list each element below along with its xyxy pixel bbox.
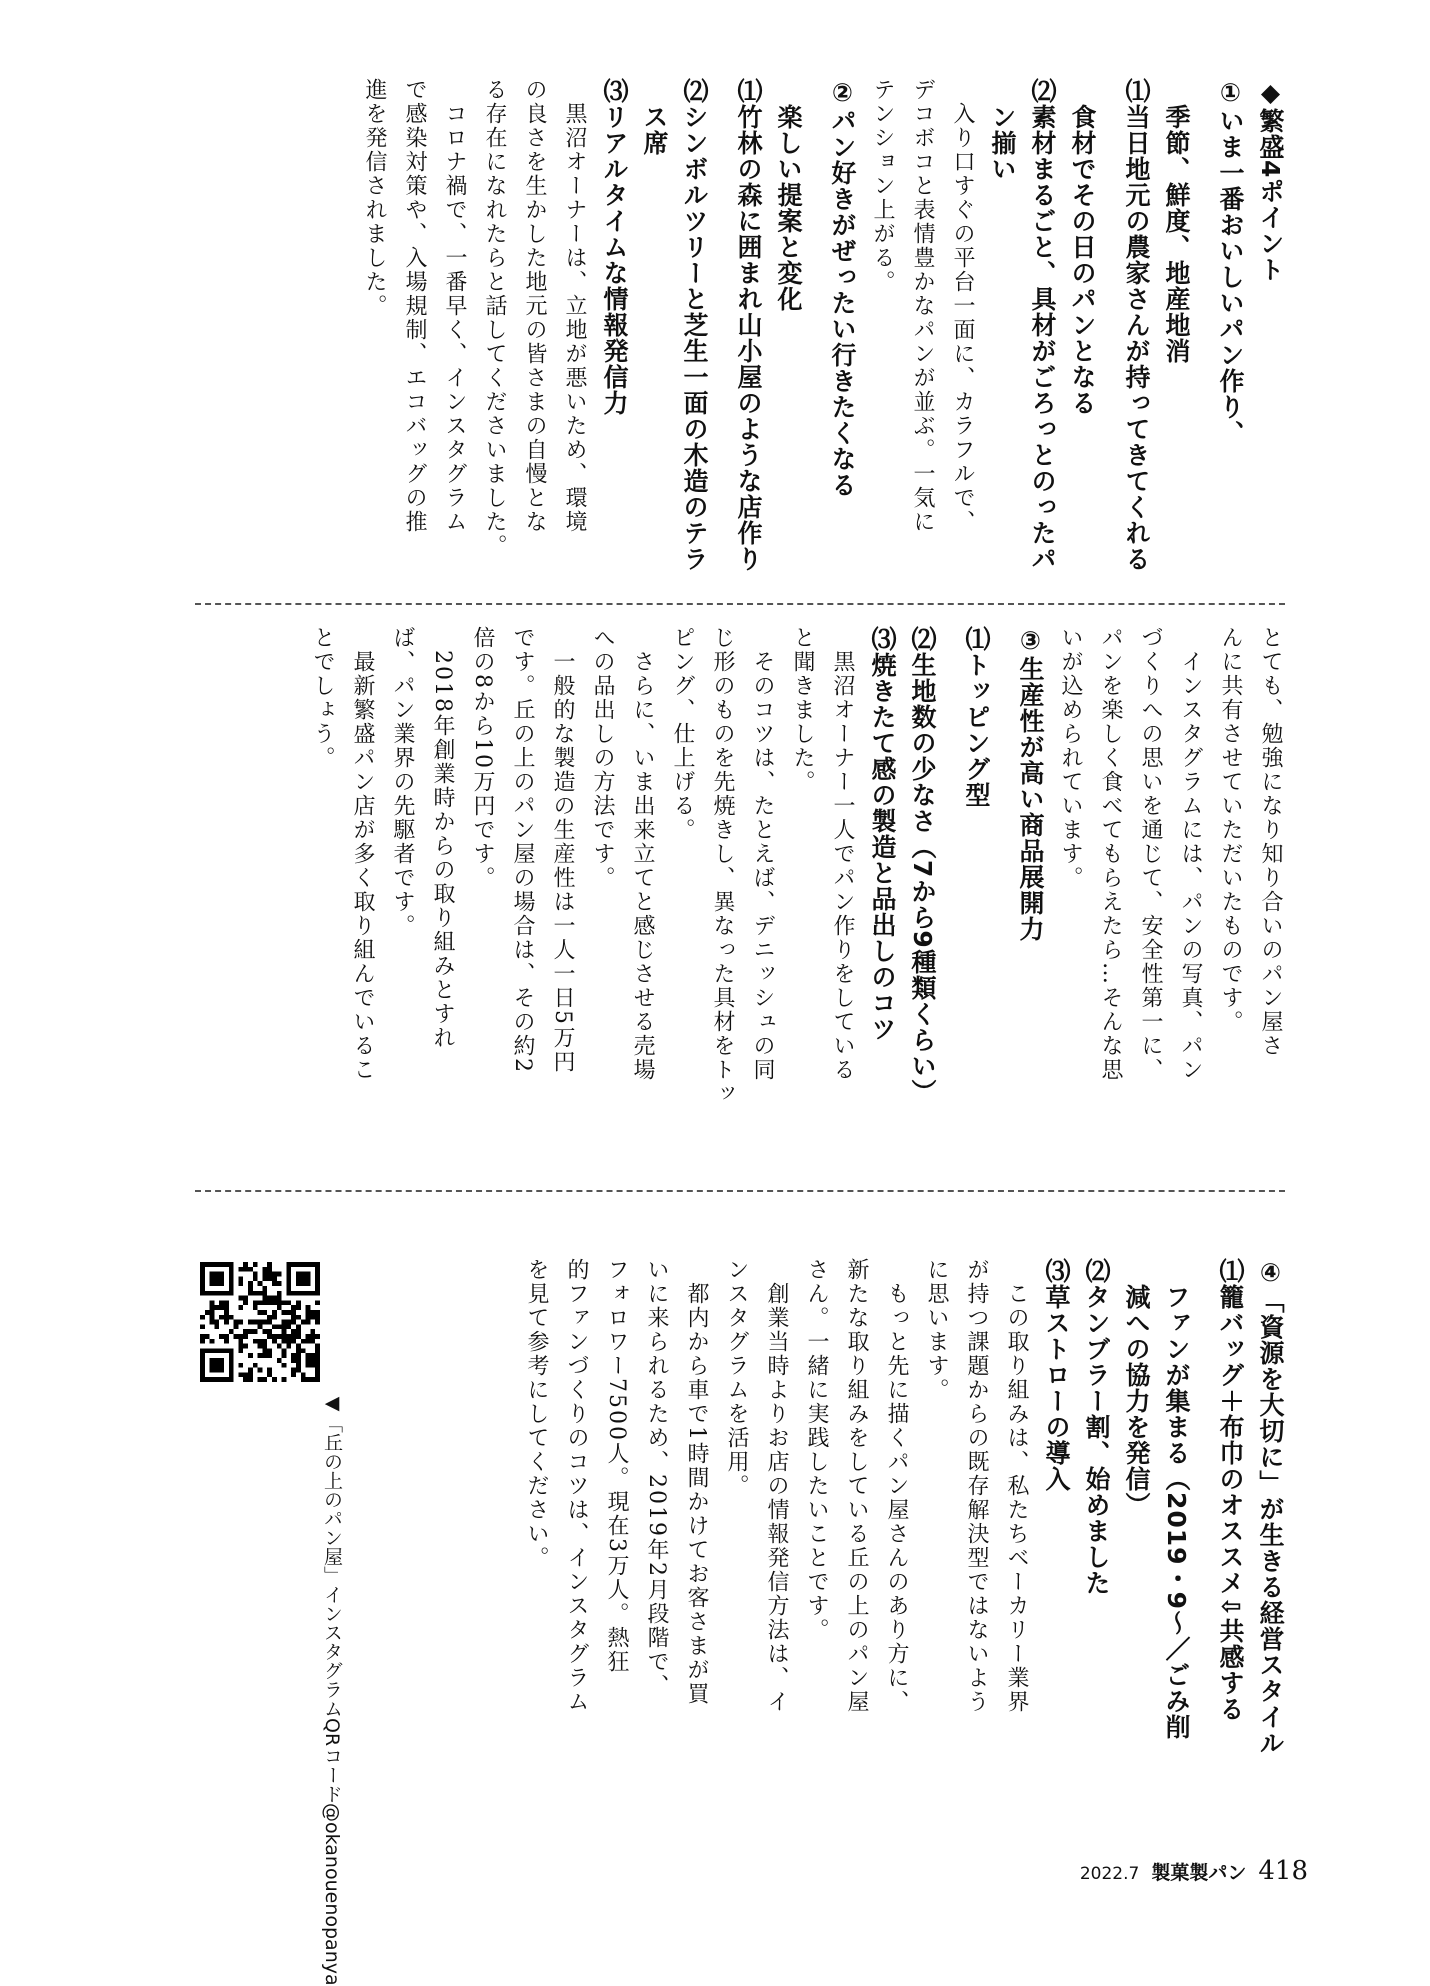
body-text-line: づくりへの思いを通じて、安全性第一に、 (1138, 626, 1163, 1082)
qr-module (262, 1272, 267, 1277)
qr-module (286, 1324, 291, 1329)
qr-module (253, 1305, 258, 1310)
qr-module (267, 1329, 272, 1334)
body-text-line: そのコツは、たとえば、デニッシュの同 (750, 626, 775, 1082)
qr-module (258, 1300, 263, 1305)
qr-module (277, 1281, 282, 1286)
qr-module (272, 1339, 277, 1344)
qr-module (262, 1300, 267, 1305)
qr-module (243, 1344, 248, 1349)
qr-module (282, 1329, 287, 1334)
qr-module (210, 1320, 215, 1325)
qr-module (253, 1276, 258, 1281)
body-text-line: パンを楽しく食べてもらえたら…そんな思 (1098, 626, 1123, 1082)
qr-module (301, 1377, 306, 1382)
qr-module (282, 1339, 287, 1344)
qr-module (267, 1296, 272, 1301)
heading-line: ⑶草ストローの導入 (1042, 1258, 1071, 1492)
body-text-line: を見て参考にしてください。 (524, 1258, 549, 1570)
qr-module (253, 1320, 258, 1325)
qr-module (258, 1368, 263, 1373)
qr-module (243, 1334, 248, 1339)
qr-module (315, 1358, 320, 1363)
body-text-line: ば、パン業界の先駆者です。 (390, 626, 415, 938)
qr-module (301, 1348, 306, 1353)
qr-module (296, 1329, 301, 1334)
qr-module (253, 1363, 258, 1368)
qr-module (296, 1305, 301, 1310)
body-text-line: で感染対策や、入場規制、エコバッグの推 (402, 78, 427, 534)
qr-module (315, 1320, 320, 1325)
qr-module (267, 1368, 272, 1373)
qr-module (267, 1372, 272, 1377)
qr-module (310, 1358, 315, 1363)
qr-module (210, 1310, 215, 1315)
qr-module (267, 1267, 272, 1272)
qr-caption (270, 1392, 350, 1986)
qr-module (272, 1272, 277, 1277)
qr-module (262, 1296, 267, 1301)
qr-module (306, 1353, 311, 1358)
qr-module (238, 1267, 243, 1272)
qr-module (277, 1272, 282, 1277)
qr-caption-handle: @okanouenopanya (321, 1803, 343, 1986)
body-text-line: です。丘の上のパン屋の場合は、その約2 (510, 626, 535, 1074)
qr-module (277, 1358, 282, 1363)
qr-module (296, 1300, 301, 1305)
qr-module (267, 1262, 272, 1267)
qr-module (243, 1267, 248, 1272)
qr-module (262, 1291, 267, 1296)
body-text-line: とでしょう。 (310, 626, 335, 770)
body-text-line: 倍の8から10万円です。 (470, 626, 495, 890)
dashed-divider (195, 1190, 1285, 1192)
qr-module (262, 1267, 267, 1272)
qr-module (267, 1300, 272, 1305)
qr-module (277, 1344, 282, 1349)
qr-module (214, 1324, 219, 1329)
qr-module (291, 1334, 296, 1339)
qr-module (296, 1348, 301, 1353)
qr-module (291, 1315, 296, 1320)
qr-module (248, 1353, 253, 1358)
qr-module (267, 1272, 272, 1277)
body-text-line: フォロワー7500人。現在3万人。熱狂 (604, 1258, 629, 1674)
heading-line: ⑵シンボルツリーと芝生一面の木造のテラ (680, 78, 709, 572)
qr-module (277, 1296, 282, 1301)
qr-module (258, 1320, 263, 1325)
qr-module (238, 1281, 243, 1286)
issue-date: 2022.7 (1079, 1864, 1140, 1884)
qr-module (310, 1339, 315, 1344)
qr-module (210, 1315, 215, 1320)
qr-module (291, 1320, 296, 1325)
qr-module (243, 1262, 248, 1267)
qr-module (262, 1344, 267, 1349)
qr-module (214, 1305, 219, 1310)
qr-module (306, 1310, 311, 1315)
qr-module (210, 1305, 215, 1310)
qr-module (310, 1310, 315, 1315)
qr-module (306, 1315, 311, 1320)
qr-module (282, 1334, 287, 1339)
body-text-line: の良さを生かした地元の皆さまの自慢とな (522, 78, 547, 534)
qr-module (306, 1320, 311, 1325)
qr-module (200, 1339, 205, 1344)
qr-module (296, 1324, 301, 1329)
body-text-line: る存在になれたらと話してくださいました。 (482, 78, 507, 558)
qr-module (310, 1329, 315, 1334)
qr-module (258, 1310, 263, 1315)
qr-module (291, 1368, 296, 1373)
qr-module (277, 1291, 282, 1296)
qr-module (205, 1334, 210, 1339)
body-text-line: 黒沼オーナー一人でパン作りをしている (830, 626, 855, 1082)
qr-module (224, 1300, 229, 1305)
qr-module (315, 1353, 320, 1358)
qr-module (296, 1315, 301, 1320)
heading-line: ①いま一番おいしいパン作り、 (1216, 78, 1245, 446)
qr-module (243, 1372, 248, 1377)
article-section-3 (190, 1258, 1290, 1848)
qr-module (224, 1315, 229, 1320)
qr-module (315, 1310, 320, 1315)
qr-module (253, 1272, 258, 1277)
qr-module (224, 1310, 229, 1315)
qr-module (310, 1334, 315, 1339)
qr-module (258, 1344, 263, 1349)
qr-module (306, 1305, 311, 1310)
heading-line: ⑵生地数の少なさ（7から9種類くらい） (908, 626, 937, 1105)
qr-module (243, 1329, 248, 1334)
qr-module (258, 1353, 263, 1358)
qr-module (272, 1324, 277, 1329)
body-text-line: と聞きました。 (790, 626, 815, 794)
qr-module (248, 1329, 253, 1334)
qr-module (286, 1320, 291, 1325)
qr-module (262, 1377, 267, 1382)
qr-module (315, 1372, 320, 1377)
qr-module (296, 1363, 301, 1368)
qr-module (291, 1305, 296, 1310)
qr-module (272, 1377, 277, 1382)
page-footer (1080, 1856, 1308, 1896)
qr-module (262, 1276, 267, 1281)
dashed-divider (195, 603, 1285, 605)
heading-line: ⑴竹林の森に囲まれ山小屋のような店作り (734, 78, 763, 572)
heading-line: ファンが集まる（2019・9〜／ごみ削 (1162, 1258, 1191, 1740)
qr-module (282, 1348, 287, 1353)
body-text-line: ピング、仕上げる。 (670, 626, 695, 842)
qr-module (262, 1353, 267, 1358)
qr-module (296, 1334, 301, 1339)
body-text-line: いに来られるため、2019年2月段階で、 (644, 1258, 669, 1698)
body-text-line: デコボコと表情豊かなパンが並ぶ。一気に (910, 78, 935, 534)
qr-module (272, 1315, 277, 1320)
qr-module (248, 1372, 253, 1377)
article-section-1 (190, 78, 1290, 583)
qr-module (224, 1334, 229, 1339)
qr-module (219, 1315, 224, 1320)
body-text-line: さらに、いま出来立てと感じさせる売場 (630, 626, 655, 1082)
qr-module (286, 1339, 291, 1344)
heading-line: ⑴当日地元の農家さんが持ってきてくれる (1122, 78, 1151, 572)
qr-module (315, 1368, 320, 1373)
qr-module (291, 1353, 296, 1358)
qr-caption-title: ◀「丘の上のパン屋」インスタグラムQRコード (321, 1392, 343, 1804)
qr-module (315, 1348, 320, 1353)
body-text-line: さん。一緒に実践したいことです。 (804, 1258, 829, 1642)
qr-module (267, 1315, 272, 1320)
qr-module (229, 1315, 234, 1320)
qr-module (224, 1320, 229, 1325)
qr-module (248, 1281, 253, 1286)
qr-module (238, 1363, 243, 1368)
qr-module (310, 1315, 315, 1320)
qr-module (262, 1348, 267, 1353)
qr-module (282, 1377, 287, 1382)
heading-line: ⑵素材まるごと、具材がごろっとのったパ (1028, 78, 1057, 572)
qr-code-image[interactable] (200, 1262, 320, 1382)
qr-module (243, 1300, 248, 1305)
qr-module (272, 1276, 277, 1281)
qr-module (277, 1324, 282, 1329)
qr-module (296, 1344, 301, 1349)
qr-module (210, 1339, 215, 1344)
qr-module (291, 1372, 296, 1377)
qr-module (238, 1305, 243, 1310)
qr-module (315, 1334, 320, 1339)
qr-module (291, 1339, 296, 1344)
qr-module (253, 1329, 258, 1334)
qr-module (301, 1372, 306, 1377)
qr-module (253, 1300, 258, 1305)
qr-module (258, 1377, 263, 1382)
article-section-2 (190, 626, 1290, 1151)
qr-module (205, 1310, 210, 1315)
qr-module (234, 1334, 239, 1339)
qr-module (315, 1363, 320, 1368)
qr-module (248, 1267, 253, 1272)
heading-line: 減への協力を発信） (1122, 1258, 1151, 1518)
qr-module (315, 1300, 320, 1305)
qr-module (248, 1291, 253, 1296)
qr-module (267, 1276, 272, 1281)
qr-module (301, 1320, 306, 1325)
body-text-line: ンスタグラムを活用。 (724, 1258, 749, 1498)
qr-module (315, 1377, 320, 1382)
qr-module (277, 1305, 282, 1310)
qr-module (267, 1334, 272, 1339)
body-text-line: 2018年創業時からの取り組みとすれ (430, 626, 455, 1050)
qr-module (310, 1363, 315, 1368)
heading-line: ④「資源を大切に」が生きる経営スタイル (1256, 1258, 1285, 1756)
qr-module (272, 1300, 277, 1305)
qr-module (277, 1334, 282, 1339)
qr-module (282, 1310, 287, 1315)
qr-module (238, 1296, 243, 1301)
qr-module (301, 1339, 306, 1344)
heading-line: ⑶焼きたて感の製造と品出しのコツ (868, 626, 897, 1042)
qr-module (200, 1334, 205, 1339)
body-text-line: んに共有させていただいたものです。 (1218, 626, 1243, 1034)
qr-module (219, 1305, 224, 1310)
qr-module (248, 1320, 253, 1325)
qr-module (262, 1310, 267, 1315)
qr-module (248, 1286, 253, 1291)
body-text-line: 入り口すぐの平台一面に、カラフルで、 (950, 78, 975, 534)
qr-module (306, 1339, 311, 1344)
heading-line: ン揃い (988, 78, 1017, 182)
heading-line: 食材でその日のパンとなる (1068, 78, 1097, 416)
qr-module (291, 1329, 296, 1334)
heading-line: ②パン好きがぜったい行きたくなる (828, 78, 857, 498)
qr-module (243, 1377, 248, 1382)
heading-line: ③生産性が高い商品展開力 (1016, 626, 1045, 942)
body-text-line: じ形のものを先焼きし、異なった具材をトッ (710, 626, 735, 1106)
qr-module (238, 1348, 243, 1353)
qr-module (282, 1363, 287, 1368)
body-text-line: 的ファンづくりのコツは、インスタグラム (564, 1258, 589, 1714)
qr-module (306, 1358, 311, 1363)
heading-line: 楽しい提案と変化 (774, 78, 803, 312)
qr-module (306, 1334, 311, 1339)
qr-module (219, 1334, 224, 1339)
heading-line: ⑶リアルタイムな情報発信力 (600, 78, 629, 416)
qr-module (272, 1281, 277, 1286)
body-text-line: が持つ課題からの既存解決型ではないよう (964, 1258, 989, 1714)
qr-module (248, 1368, 253, 1373)
qr-module (238, 1344, 243, 1349)
qr-module (282, 1353, 287, 1358)
qr-module (214, 1320, 219, 1325)
qr-module (306, 1377, 311, 1382)
body-text-line: もっと先に描くパン屋さんのあり方に、 (884, 1258, 909, 1714)
qr-module (296, 1368, 301, 1373)
qr-module (224, 1339, 229, 1344)
qr-module (253, 1291, 258, 1296)
body-text-line: 最新繁盛パン店が多く取り組んでいるこ (350, 626, 375, 1082)
qr-module (262, 1286, 267, 1291)
body-text-line: とても、勉強になり知り合いのパン屋さ (1258, 626, 1283, 1058)
qr-module (282, 1300, 287, 1305)
qr-module (310, 1353, 315, 1358)
qr-module (286, 1300, 291, 1305)
qr-module (248, 1377, 253, 1382)
qr-module (296, 1353, 301, 1358)
qr-finder-pattern (296, 1272, 310, 1286)
qr-module (291, 1310, 296, 1315)
qr-module (238, 1334, 243, 1339)
body-text-line: 進を発信されました。 (362, 78, 387, 318)
qr-module (267, 1353, 272, 1358)
qr-module (253, 1339, 258, 1344)
qr-module (315, 1315, 320, 1320)
body-text-line: 一般的な製造の生産性は一人一日5万円 (550, 626, 575, 1074)
qr-module (219, 1300, 224, 1305)
qr-module (200, 1315, 205, 1320)
qr-module (253, 1262, 258, 1267)
qr-module (243, 1296, 248, 1301)
qr-module (262, 1339, 267, 1344)
heading-line: ◆繁盛4ポイント (1256, 78, 1285, 283)
qr-module (291, 1358, 296, 1363)
qr-module (262, 1329, 267, 1334)
qr-module (315, 1344, 320, 1349)
qr-module (286, 1344, 291, 1349)
qr-module (224, 1305, 229, 1310)
qr-module (296, 1358, 301, 1363)
qr-module (262, 1320, 267, 1325)
qr-module (272, 1334, 277, 1339)
qr-module (258, 1281, 263, 1286)
qr-module (238, 1320, 243, 1325)
qr-module (267, 1320, 272, 1325)
qr-module (267, 1348, 272, 1353)
qr-module (238, 1276, 243, 1281)
qr-module (286, 1310, 291, 1315)
qr-module (238, 1339, 243, 1344)
qr-module (200, 1324, 205, 1329)
heading-line: ⑴トッピング型 (962, 626, 991, 808)
qr-module (282, 1324, 287, 1329)
qr-finder-pattern (210, 1358, 224, 1372)
qr-finder-pattern (210, 1272, 224, 1286)
body-text-line: 創業当時よりお店の情報発信方法は、イ (764, 1258, 789, 1714)
qr-module (258, 1339, 263, 1344)
body-text-line: テンション上がる。 (870, 78, 895, 294)
qr-module (258, 1291, 263, 1296)
heading-line: ⑵タンブラー割、始めました (1082, 1258, 1111, 1596)
body-text-line: 都内から車で1時間かけてお客さまが買 (684, 1258, 709, 1706)
qr-module (286, 1334, 291, 1339)
page-number: 418 (1258, 1856, 1308, 1886)
qr-module (310, 1377, 315, 1382)
qr-module (210, 1300, 215, 1305)
body-text-line: インスタグラムには、パンの写真、パン (1178, 626, 1203, 1082)
heading-line: ス席 (640, 78, 669, 156)
magazine-name: 製菓製パン (1151, 1862, 1247, 1884)
qr-module (258, 1324, 263, 1329)
qr-module (306, 1363, 311, 1368)
qr-module (229, 1329, 234, 1334)
body-text-line: この取り組みは、私たちベーカリー業界 (1004, 1258, 1029, 1714)
body-text-line: いが込められています。 (1058, 626, 1083, 890)
body-text-line: コロナ禍で、一番早く、インスタグラム (442, 78, 467, 534)
qr-module (277, 1300, 282, 1305)
heading-line: 季節、鮮度、地産地消 (1162, 78, 1191, 364)
body-text-line: に思います。 (924, 1258, 949, 1402)
qr-module (234, 1320, 239, 1325)
body-text-line: 黒沼オーナーは、立地が悪いため、環境 (562, 78, 587, 534)
body-text-line: 新たな取り組みをしている丘の上のパン屋 (844, 1258, 869, 1714)
heading-line: ⑴籠バッグ＋布巾のオススメ⇩共感する (1216, 1258, 1245, 1722)
body-text-line: への品出しの方法です。 (590, 626, 615, 890)
qr-module (282, 1320, 287, 1325)
qr-module (234, 1324, 239, 1329)
qr-module (272, 1296, 277, 1301)
qr-module (272, 1310, 277, 1315)
qr-module (238, 1372, 243, 1377)
